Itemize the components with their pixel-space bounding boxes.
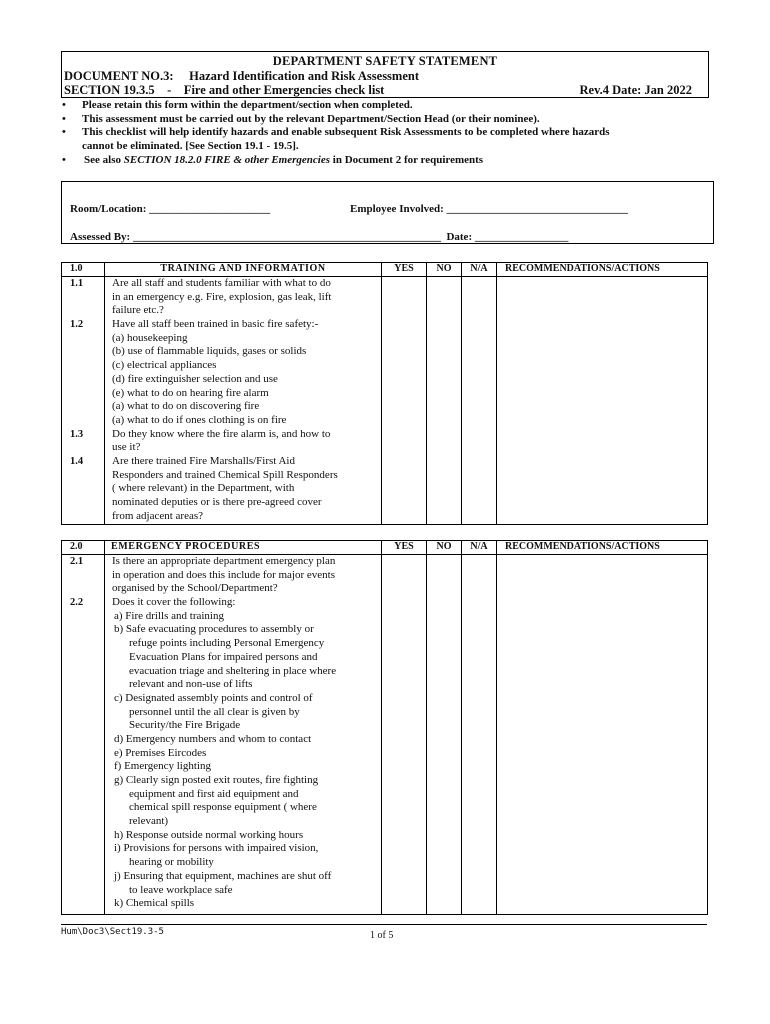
section-training-table	[61, 262, 708, 525]
footer-divider	[61, 924, 707, 925]
header-revision: Rev.4 Date: Jan 2022	[579, 83, 692, 97]
header-section-line: SECTION 19.3.5 - Fire and other Emergencies check list	[64, 83, 385, 97]
no-answer-cell[interactable]	[427, 277, 462, 525]
question-text: Are all staff and students familiar with what to do in an emergency e.g. Fire, explosion, gas leak, lift failure etc.? Have all staff been trained in basic fire safety:- (a) housekeeping (b) use of flammable liquids, gases or solids (c) electrical appliances (d) fire extinguisher selection and use (e) what to do on hearing fire alarm (a) what to do on discovering fire (a) what to do if ones clothing is on fire Do they know where the fire alarm is, and how to use it? Are there trained Fire Marshalls/First Aid Responders and trained Chemical Spill Responders ( where relevant) in the Department, with nominated deputies or is there pre-agreed cover from adjacent areas?	[105, 277, 382, 525]
employee-involved-field[interactable]: Employee Involved: _________________________________	[350, 203, 629, 215]
no-column-header: NO	[427, 541, 462, 555]
section-title: EMERGENCY PROCEDURES	[105, 541, 382, 555]
instruction-item: • This checklist will help identify hazards and enable subsequent Risk Assessments to be completed where hazards cannot be eliminated. [See Section 19.1 - 19.5].	[60, 126, 720, 153]
section-number: 2.0	[62, 541, 105, 555]
room-location-field[interactable]: Room/Location: ______________________	[70, 203, 271, 215]
recommendations-cell[interactable]	[497, 555, 708, 915]
section-number: 1.0	[62, 263, 105, 277]
section-emergency-table	[61, 540, 708, 915]
yes-column-header: YES	[382, 541, 427, 555]
instruction-item: • This assessment must be carried out by the relevant Department/Section Head (or their nominee).	[60, 113, 720, 127]
question-numbers: 2.1 2.2	[62, 555, 105, 915]
recommendations-column-header: RECOMMENDATIONS/ACTIONS	[497, 541, 708, 555]
document-header	[61, 51, 709, 98]
assessment-info-box	[61, 181, 714, 244]
recommendations-cell[interactable]	[497, 277, 708, 525]
na-column-header: N/A	[462, 263, 497, 277]
question-numbers: 1.1 1.2 1.3 1.4	[62, 277, 105, 525]
instruction-item: • See also SECTION 18.2.0 FIRE & other Emergencies in Document 2 for requirements	[60, 154, 720, 168]
instructions-list	[60, 99, 720, 168]
yes-column-header: YES	[382, 263, 427, 277]
no-answer-cell[interactable]	[427, 555, 462, 915]
assessed-by-date-field[interactable]: Assessed By: ________________________________________________________ Date: _________________	[70, 231, 569, 243]
yes-answer-cell[interactable]	[382, 277, 427, 525]
na-answer-cell[interactable]	[462, 555, 497, 915]
yes-answer-cell[interactable]	[382, 555, 427, 915]
section-title: TRAINING AND INFORMATION	[105, 263, 382, 277]
instruction-item: • Please retain this form within the department/section when completed.	[60, 99, 720, 113]
question-text: Is there an appropriate department emergency plan in operation and does this include for major events organised by the School/Department? Does it cover the following: a) Fire drills and training b) Safe evacuating procedures to assembly or refuge points including Personal Emergency Evacuation Plans for impaired persons and evacuation triage and sheltering in place where relevant and non-use of lifts c) Designated assembly points and control of personnel until the all clear is given by Security/the Fire Brigade d) Emergency numbers and whom to contact e) Premises Eircodes f) Emergency lighting g) Clearly sign posted exit routes, fire fighting equipment and first aid equipment and chemical spill response equipment ( where relevant) h) Response outside normal working hours i) Provisions for persons with impaired vision, hearing or mobility j) Ensuring that equipment, machines are shut off to leave workplace safe k) Chemical spills	[105, 555, 382, 915]
no-column-header: NO	[427, 263, 462, 277]
header-title: DEPARTMENT SAFETY STATEMENT	[272, 54, 498, 68]
recommendations-column-header: RECOMMENDATIONS/ACTIONS	[497, 263, 708, 277]
na-column-header: N/A	[462, 541, 497, 555]
page-number: 1 of 5	[370, 930, 394, 941]
footer-file-path: Hum\Doc3\Sect19.3-5	[61, 927, 164, 937]
na-answer-cell[interactable]	[462, 277, 497, 525]
header-document-line: DOCUMENT NO.3: Hazard Identification and Risk Assessment	[64, 69, 419, 83]
